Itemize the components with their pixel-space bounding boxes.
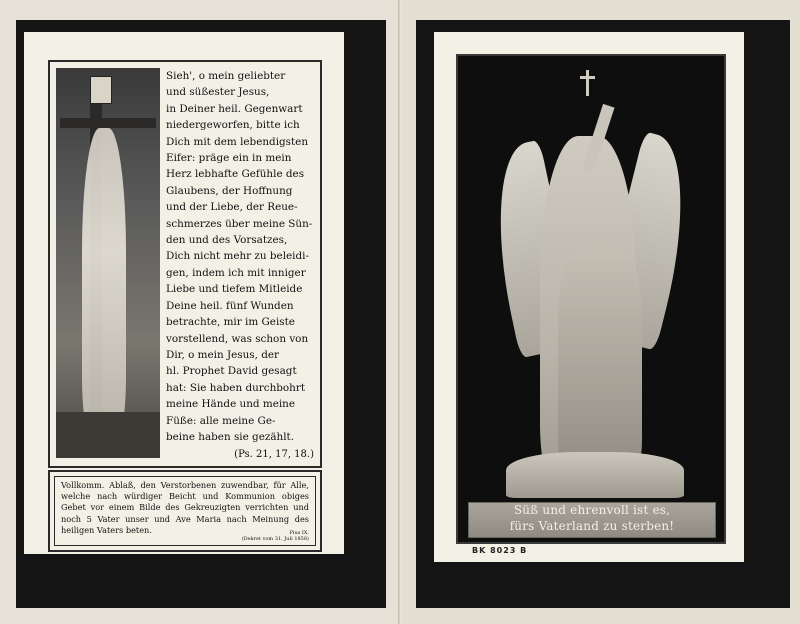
- prayer-text: [166, 68, 314, 461]
- prayer-frame: [48, 60, 322, 468]
- prayer-line: Füße: alle meine Ge-: [166, 414, 276, 427]
- crucifix-image: [56, 68, 160, 458]
- prayer-line: Deine heil. fünf Wunden: [166, 299, 294, 312]
- cross-beam-horizontal: [60, 118, 156, 128]
- held-cross-bar: [580, 76, 595, 79]
- prayer-line: und der Liebe, der Reue-: [166, 201, 298, 214]
- ground: [56, 412, 160, 458]
- prayer-line: Dich nicht mehr zu beleidi-: [166, 250, 309, 263]
- prayer-line: vorstellend, was schon von: [166, 332, 309, 345]
- prayer-line: Dich mit dem lebendigsten: [166, 135, 309, 148]
- right-card: [402, 0, 800, 624]
- christ-figure: [82, 128, 126, 438]
- prayer-line: betrachte, mir im Geiste: [166, 316, 295, 329]
- held-cross-icon: [586, 70, 589, 96]
- prayer-line: Glaubens, der Hoffnung: [166, 184, 293, 197]
- indulgence-source: [242, 530, 309, 542]
- indulgence-source-pope: Pius IX.: [289, 530, 309, 536]
- indulgence-inner: [54, 476, 316, 546]
- prayer-line: Eifer: präge ein in mein: [166, 152, 292, 165]
- caption-plate: [468, 502, 716, 538]
- angel-soldier-statue: [456, 54, 726, 544]
- prayer-line: beine haben sie gezählt.: [166, 430, 295, 443]
- cross-titulus: [90, 76, 112, 104]
- prayer-lines: [166, 68, 314, 445]
- prayer-line: in Deiner heil. Gegenwart: [166, 102, 303, 115]
- prayer-line: und süßester Jesus,: [166, 86, 270, 99]
- indulgence-text: Vollkomm. Ablaß, den Verstorbenen zuwendbar, für Alle, welche nach würdiger Beicht und Kommunion obiges Gebet vor einem Bilde des Gekreuzigten verrichten und noch 5 Vater unser und Ave Maria nach Meinung des heiligen Vaters beten.: [61, 480, 309, 535]
- left-paper: [24, 32, 344, 554]
- prayer-line: niedergeworfen, bitte ich: [166, 119, 300, 132]
- caption-line-1: Süß und ehrenvoll ist es,: [513, 503, 671, 517]
- prayer-line: Sieh', o mein geliebter: [166, 70, 286, 82]
- caption-line-2: fürs Vaterland zu sterben!: [509, 518, 675, 533]
- prayer-line: schmerzes über meine Sün-: [166, 217, 313, 230]
- indulgence-box: [48, 470, 322, 552]
- prayer-line: gen, indem ich mit inniger: [166, 266, 306, 279]
- statue-pedestal: [506, 452, 684, 498]
- prayer-line: hat: Sie haben durchbohrt: [166, 381, 306, 394]
- prayer-line: den und des Vorsatzes,: [166, 234, 288, 247]
- prayer-reference: (Ps. 21, 17, 18.): [234, 449, 314, 461]
- prayer-line: Liebe und tiefem Mitleide: [166, 283, 303, 296]
- print-code: BK 8023 B: [472, 546, 528, 555]
- prayer-line: meine Hände und meine: [166, 398, 296, 411]
- indulgence-source-decree: (Dekret vom 31. Juli 1858): [241, 536, 309, 542]
- prayer-line: hl. Prophet David gesagt: [166, 365, 297, 378]
- prayer-line: Herz lebhafte Gefühle des: [166, 168, 305, 181]
- right-paper: [434, 32, 744, 562]
- soldier-figure: [558, 246, 642, 476]
- prayer-line: Dir, o mein Jesus, der: [166, 348, 280, 361]
